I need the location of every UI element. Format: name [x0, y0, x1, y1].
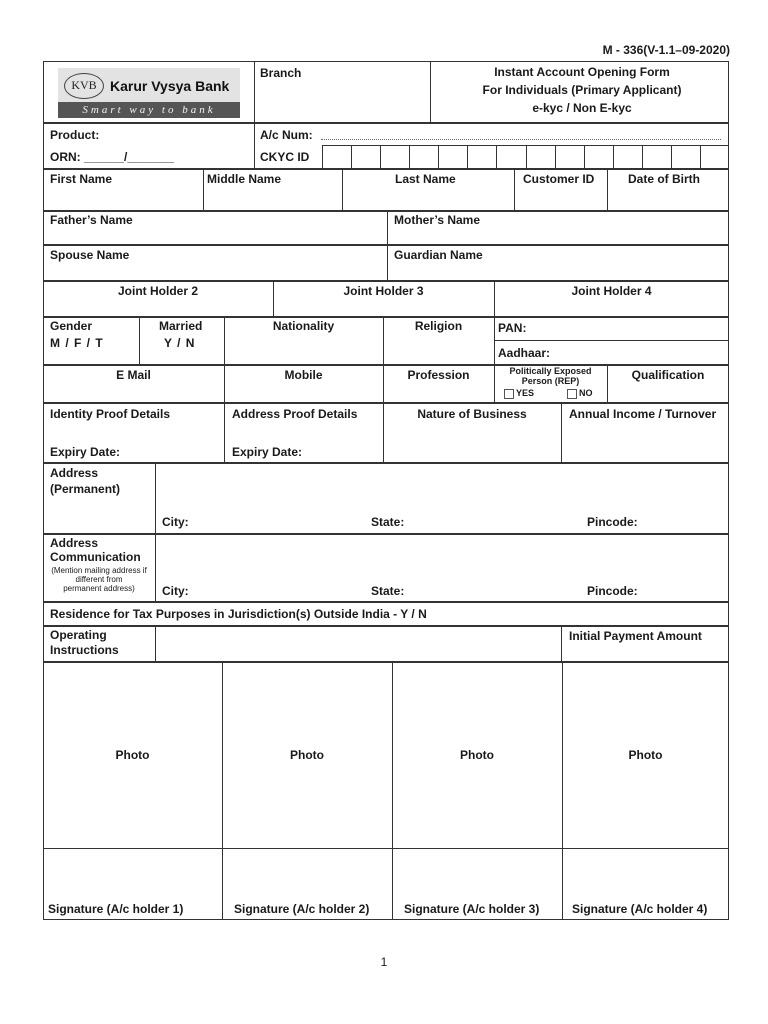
form-code: M - 336(V-1.1–09-2020) — [602, 43, 730, 57]
checkbox-icon — [567, 389, 577, 399]
orn-field[interactable]: ORN: ______/_______ — [50, 150, 175, 164]
address-proof-label: Address Proof Details — [232, 407, 358, 421]
perm-address-label: Address (Permanent) — [50, 466, 121, 496]
joint-holder-4-label: Joint Holder 4 — [571, 284, 652, 298]
signature-holder-2[interactable]: Signature (A/c holder 2) — [234, 902, 370, 916]
comm-address-note: (Mention mailing address if different from permanent address) — [51, 566, 147, 593]
signature-holder-3[interactable]: Signature (A/c holder 3) — [404, 902, 540, 916]
kyc-type: e-kyc / Non E-kyc — [532, 101, 632, 115]
qualification-label: Qualification — [631, 368, 705, 382]
father-name-label: Father’s Name — [50, 213, 133, 227]
acnum-field[interactable] — [321, 139, 721, 140]
comm-address-label: Address Communication — [50, 536, 141, 564]
signature-holder-1[interactable]: Signature (A/c holder 1) — [48, 902, 184, 916]
tax-residence-label: Residence for Tax Purposes in Jurisdiction(s) Outside India - Y / N — [50, 607, 427, 621]
operating-instructions-label: Operating Instructions — [50, 628, 119, 657]
email-label: E Mail — [116, 368, 151, 382]
comm-state-label: State: — [371, 584, 405, 598]
married-label: Married — [159, 319, 203, 333]
form-subtitle: For Individuals (Primary Applicant) — [482, 83, 682, 97]
logo-name: Karur Vysya Bank — [110, 78, 230, 94]
gender-options[interactable]: M / F / T — [50, 336, 104, 350]
kvb-emblem-icon: KVB — [64, 73, 104, 99]
signature-holder-4[interactable]: Signature (A/c holder 4) — [572, 902, 708, 916]
acnum-label: A/c Num: — [260, 128, 313, 142]
ckyc-label: CKYC ID — [260, 150, 310, 164]
kvb-logo — [50, 65, 248, 119]
married-options[interactable]: Y / N — [164, 336, 196, 350]
photo-box-2[interactable]: Photo — [290, 748, 324, 762]
comm-city-label: City: — [162, 584, 189, 598]
logo-tagline: Smart way to bank — [58, 102, 240, 118]
initial-payment-label: Initial Payment Amount — [569, 629, 702, 643]
customer-id-label: Customer ID — [523, 172, 595, 186]
photo-signature-grid — [43, 662, 729, 920]
joint-holder-2-label: Joint Holder 2 — [117, 284, 198, 298]
last-name-label: Last Name — [395, 172, 456, 186]
gender-label: Gender — [50, 319, 93, 333]
nature-of-business-label: Nature of Business — [417, 407, 527, 421]
photo-box-3[interactable]: Photo — [460, 748, 494, 762]
pep-no-option[interactable]: NO — [567, 388, 593, 399]
form-title: Instant Account Opening Form — [494, 65, 670, 79]
branch-label: Branch — [260, 66, 302, 80]
product-label: Product: — [50, 128, 100, 142]
perm-state-label: State: — [371, 515, 405, 529]
perm-pincode-label: Pincode: — [587, 515, 638, 529]
perm-city-label: City: — [162, 515, 189, 529]
checkbox-icon — [504, 389, 514, 399]
photo-box-4[interactable]: Photo — [628, 748, 663, 762]
ckyc-boxes[interactable] — [322, 145, 729, 169]
spouse-name-label: Spouse Name — [50, 248, 130, 262]
comm-pincode-label: Pincode: — [587, 584, 638, 598]
photo-box-1[interactable]: Photo — [115, 748, 150, 762]
pan-label: PAN: — [498, 321, 527, 335]
first-name-label: First Name — [50, 172, 113, 186]
identity-proof-label: Identity Proof Details — [50, 407, 171, 421]
guardian-name-label: Guardian Name — [394, 248, 483, 262]
joint-holder-3-label: Joint Holder 3 — [343, 284, 424, 298]
mobile-label: Mobile — [284, 368, 323, 382]
religion-label: Religion — [414, 319, 463, 333]
identity-expiry-label: Expiry Date: — [50, 445, 121, 459]
profession-label: Profession — [407, 368, 470, 382]
annual-income-label: Annual Income / Turnover — [569, 407, 717, 421]
page-number: 1 — [380, 955, 388, 969]
pep-label: Politically Exposed Person (REP) — [509, 366, 592, 386]
mother-name-label: Mother’s Name — [394, 213, 481, 227]
address-expiry-label: Expiry Date: — [232, 445, 303, 459]
middle-name-label: Middle Name — [207, 172, 282, 186]
dob-label: Date of Birth — [628, 172, 700, 186]
nationality-label: Nationality — [272, 319, 335, 333]
aadhaar-label: Aadhaar: — [498, 346, 551, 360]
pep-yes-option[interactable]: YES — [504, 388, 534, 399]
